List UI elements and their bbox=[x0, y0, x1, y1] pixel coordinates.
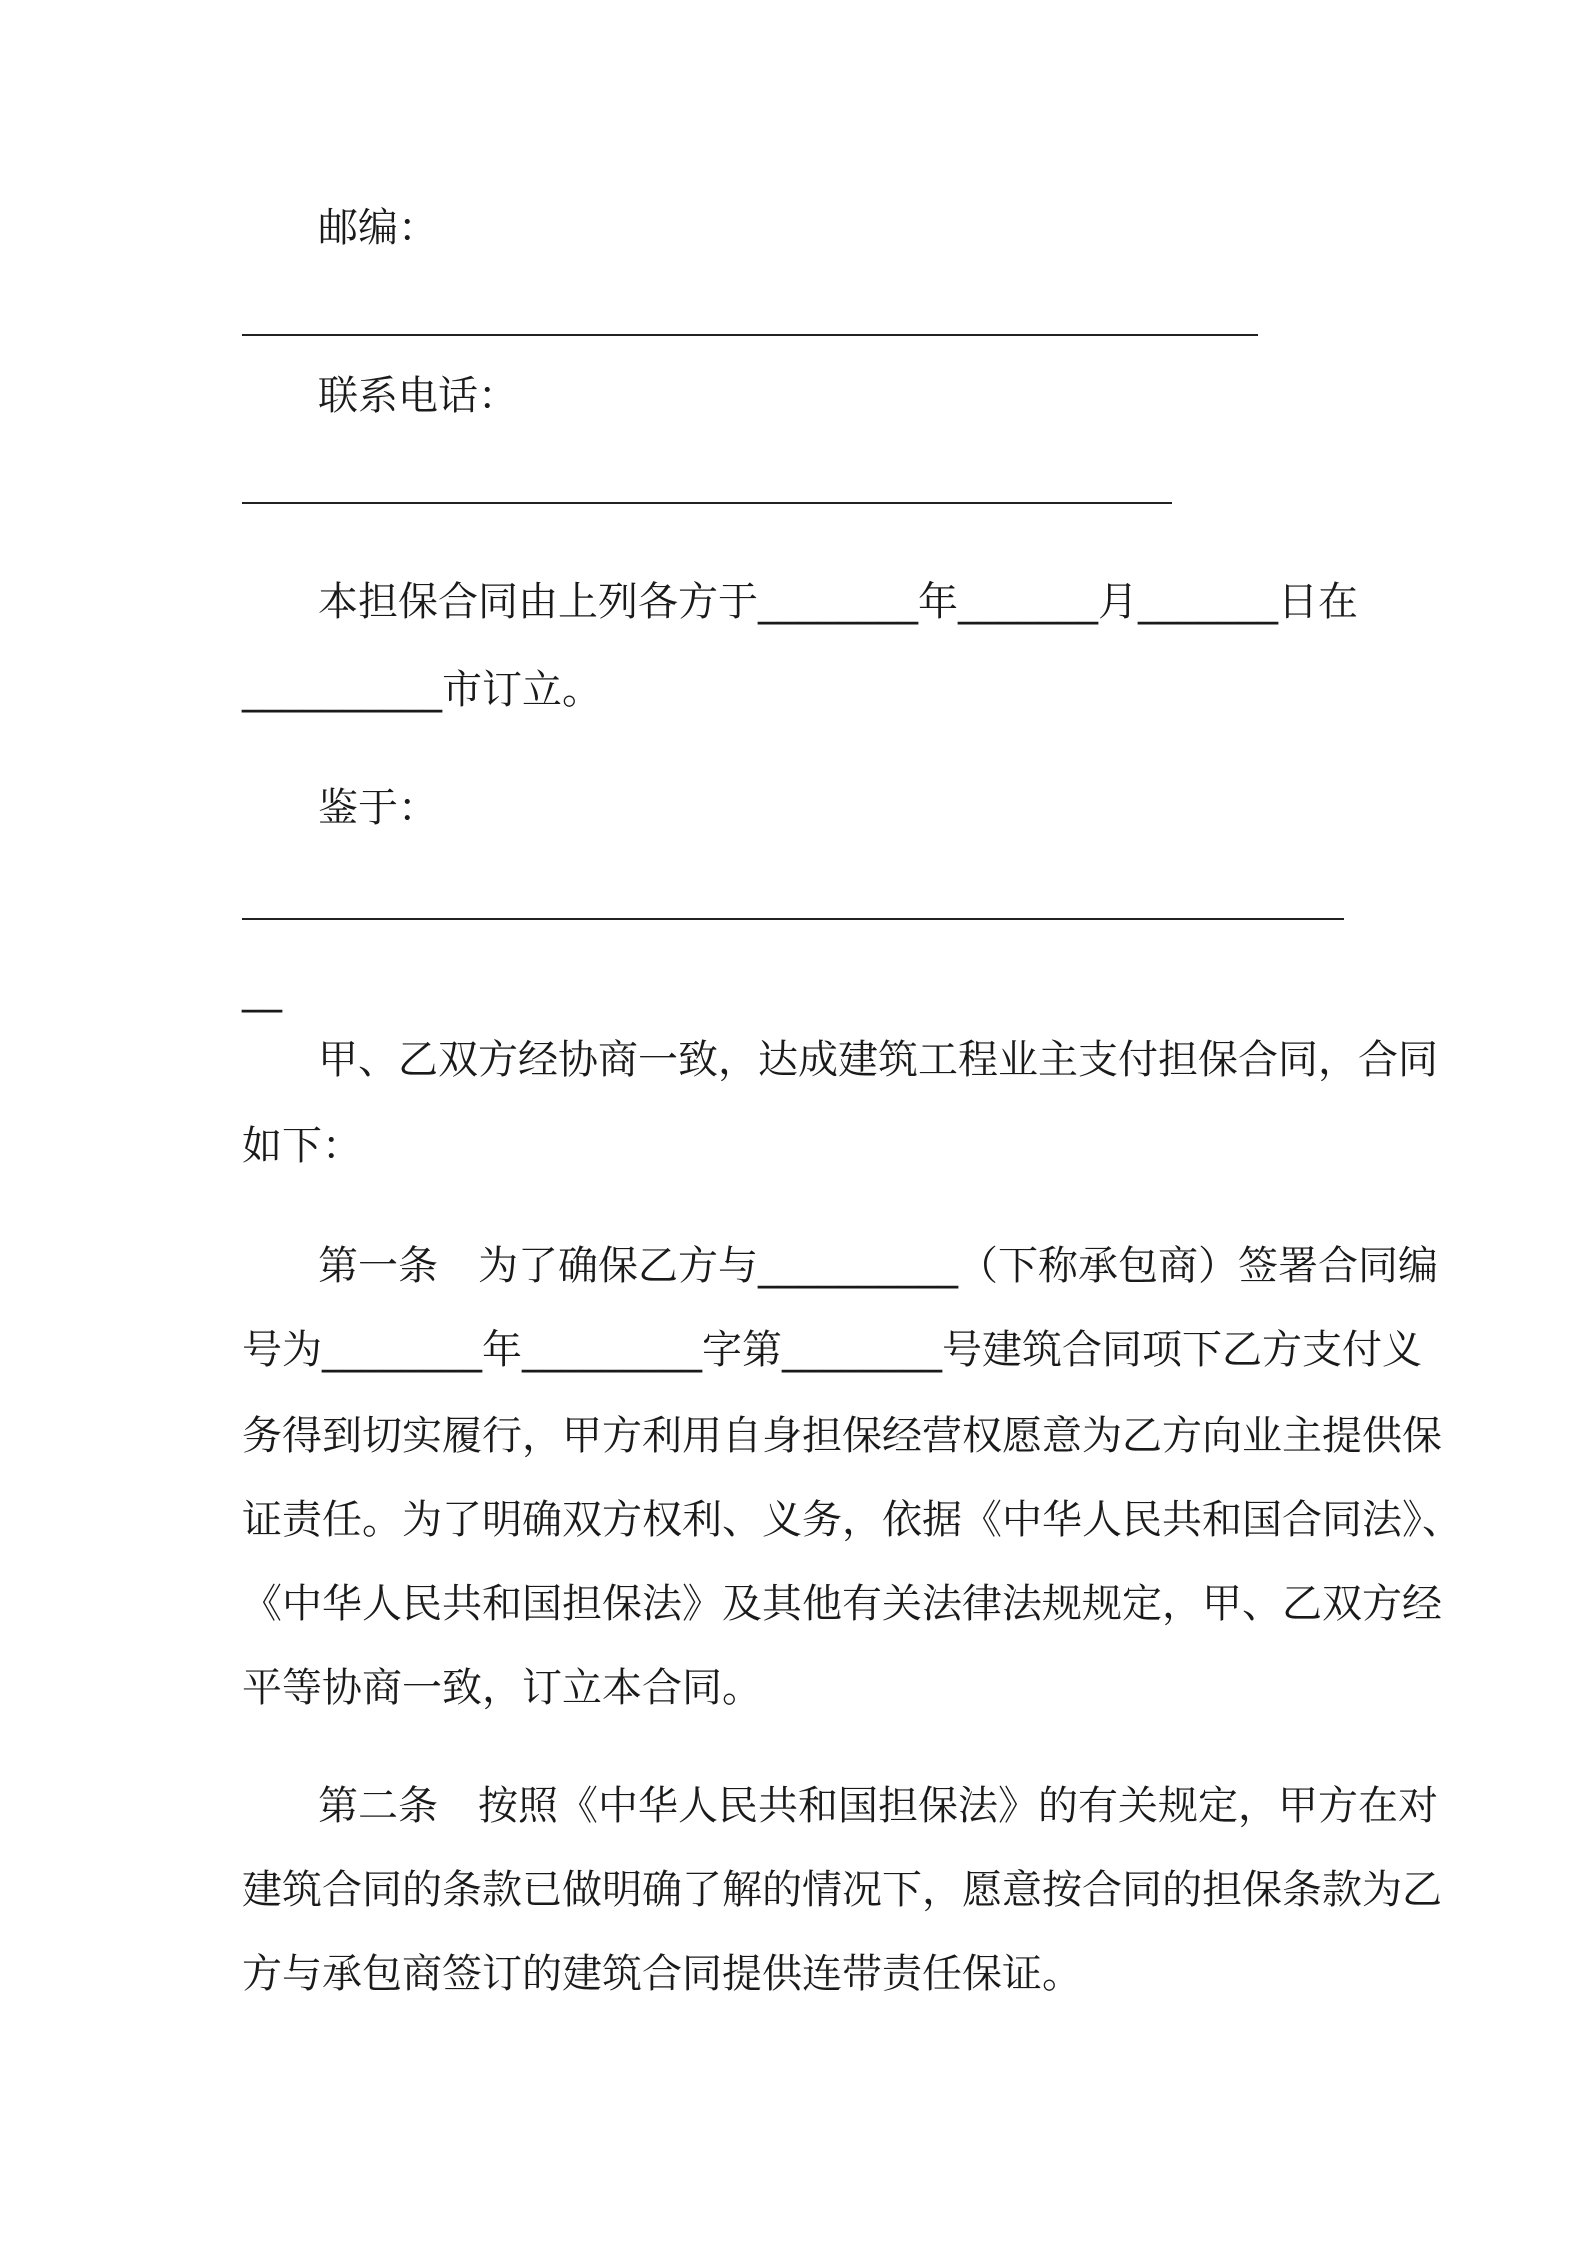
article-2-line-2: 建筑合同的条款已做明确了解的情况下，愿意按合同的担保条款为乙 bbox=[242, 1867, 1442, 1913]
postcode-blank-line bbox=[242, 334, 1258, 336]
whereas-label: 鉴于： bbox=[318, 785, 438, 831]
intro-line-2: 如下： bbox=[242, 1123, 362, 1169]
article-1-line-2: 号为________年_________字第________号建筑合同项下乙方支付义 bbox=[242, 1327, 1422, 1373]
intro-line-1: 甲、乙双方经协商一致，达成建筑工程业主支付担保合同，合同 bbox=[318, 1037, 1438, 1083]
whereas-blank-line bbox=[242, 918, 1344, 920]
article-1-line-6: 平等协商一致，订立本合同。 bbox=[242, 1665, 762, 1711]
whereas-blank-tail: __ bbox=[242, 967, 282, 1013]
article-2-line-3: 方与承包商签订的建筑合同提供连带责任保证。 bbox=[242, 1951, 1082, 1997]
article-1-line-1: 第一条 为了确保乙方与__________（下称承包商）签署合同编 bbox=[318, 1243, 1438, 1289]
phone-label: 联系电话： bbox=[318, 373, 518, 419]
signing-sentence-line-2: __________市订立。 bbox=[242, 667, 602, 713]
article-1-line-4: 证责任。为了明确双方权利、义务，依据《中华人民共和国合同法》、 bbox=[242, 1497, 1462, 1543]
article-1-line-5: 《中华人民共和国担保法》及其他有关法律法规规定，甲、乙双方经 bbox=[242, 1581, 1442, 1627]
article-2-line-1: 第二条 按照《中华人民共和国担保法》的有关规定，甲方在对 bbox=[318, 1783, 1438, 1829]
signing-sentence-line-1: 本担保合同由上列各方于________年_______月_______日在 bbox=[318, 579, 1358, 625]
article-1-line-3: 务得到切实履行，甲方利用自身担保经营权愿意为乙方向业主提供保 bbox=[242, 1413, 1442, 1459]
phone-blank-line bbox=[242, 502, 1172, 504]
postcode-label: 邮编： bbox=[318, 205, 438, 251]
